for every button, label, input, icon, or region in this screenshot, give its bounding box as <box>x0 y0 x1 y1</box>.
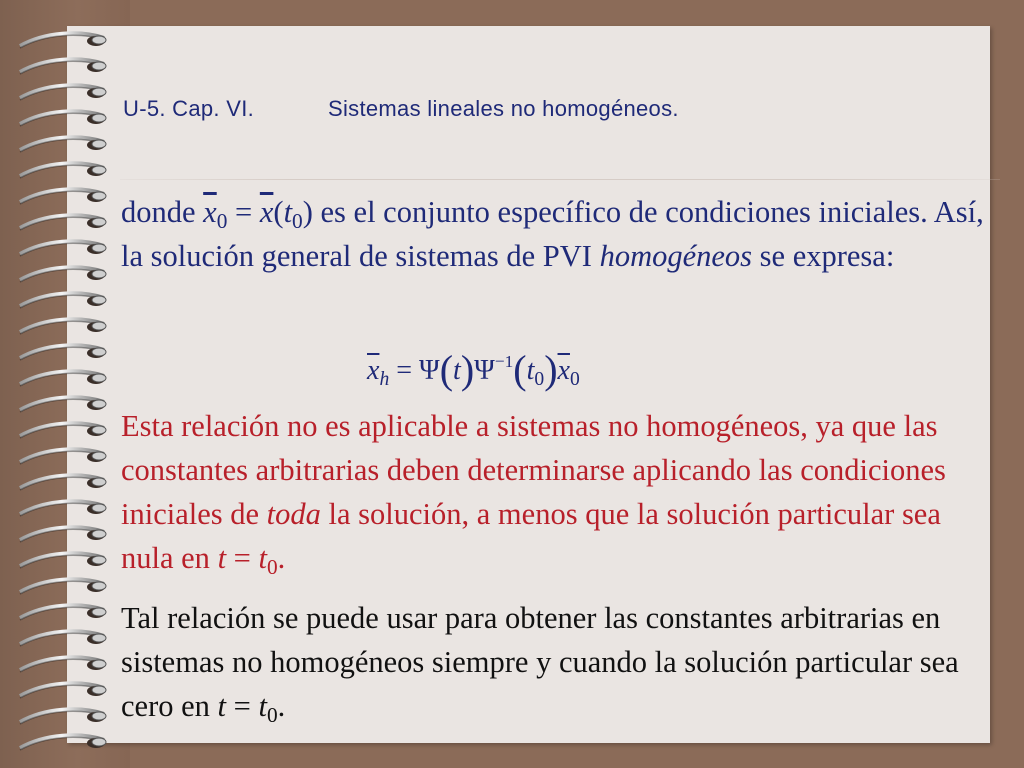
header-divider <box>120 179 1000 180</box>
paragraph-initial-conditions: donde $\overline{x}_0 = \overline{x}(t_0)$ es el conjunto específico de condiciones iniciales. Así, la solución general de sistemas de PVI homogéneos se expresa: <box>121 195 984 273</box>
spiral-binding-icon <box>0 0 120 768</box>
slide-header <box>123 96 679 122</box>
paragraph-usage: Tal relación se puede usar para obtener las constantes arbitrarias en sistemas no homogéneos siempre y cuando la solución particular sea cero en $t = t_0$. <box>121 601 959 727</box>
section-title: Sistemas lineales no homogéneos. <box>328 96 679 121</box>
paragraph-nonhomogeneous: Esta relación no es aplicable a sistemas no homogéneos, ya que las constantes arbitrarias deben determinarse aplicando las condiciones iniciales de toda la solución, a menos que la solución particular sea nula en $t = t_0$. <box>121 409 946 579</box>
vector-x: $\overline{x}$ <box>203 195 217 229</box>
italic-term: toda <box>266 497 321 531</box>
italic-term: homogéneos <box>599 239 753 273</box>
vector-x: $\overline{x}$ <box>259 195 274 229</box>
homogeneous-solution-formula: $\overline{x}_h = \Psi(t)\Psi^{-1}(t_0)\overline{x}_0$ <box>367 347 580 392</box>
unit-label: U-5. Cap. VI. <box>123 96 255 121</box>
